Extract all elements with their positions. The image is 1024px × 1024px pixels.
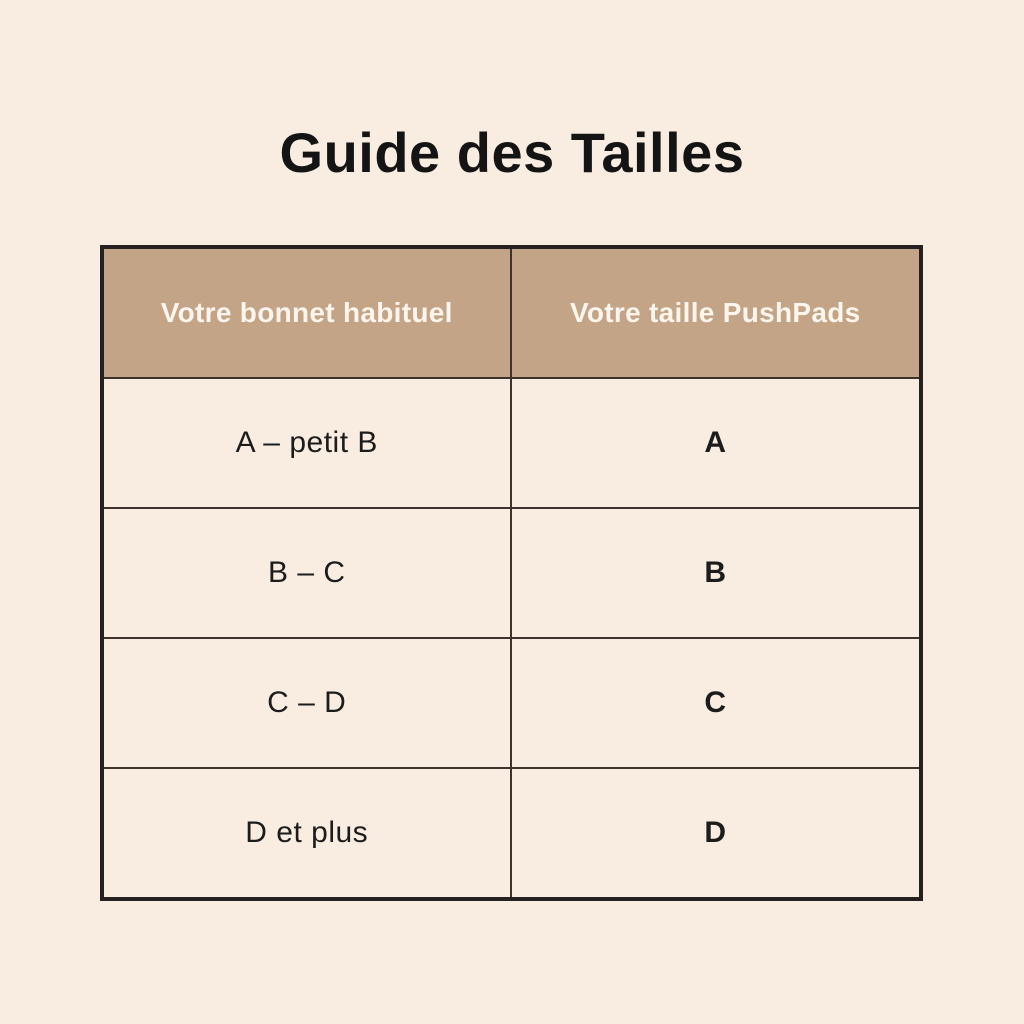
table-row [104, 637, 919, 767]
table-row [104, 377, 919, 507]
cup-range-cell: D et plus [104, 769, 512, 897]
pushpads-size-cell: C [704, 686, 727, 719]
cup-range-cell: B – C [104, 509, 512, 637]
pushpads-size-cell: A [704, 426, 727, 459]
table-header-row [104, 249, 919, 377]
column-header-usual-cup: Votre bonnet habituel [104, 249, 512, 377]
cup-range-cell: A – petit B [104, 379, 512, 507]
size-guide-table [100, 245, 923, 901]
pushpads-size-cell: B [704, 556, 727, 589]
column-header-pushpads-size: Votre taille PushPads [512, 249, 920, 377]
table-row [104, 767, 919, 897]
cup-range-cell: C – D [104, 639, 512, 767]
pushpads-size-cell: D [704, 816, 727, 849]
table-row [104, 507, 919, 637]
page-title: Guide des Tailles [279, 121, 745, 184]
